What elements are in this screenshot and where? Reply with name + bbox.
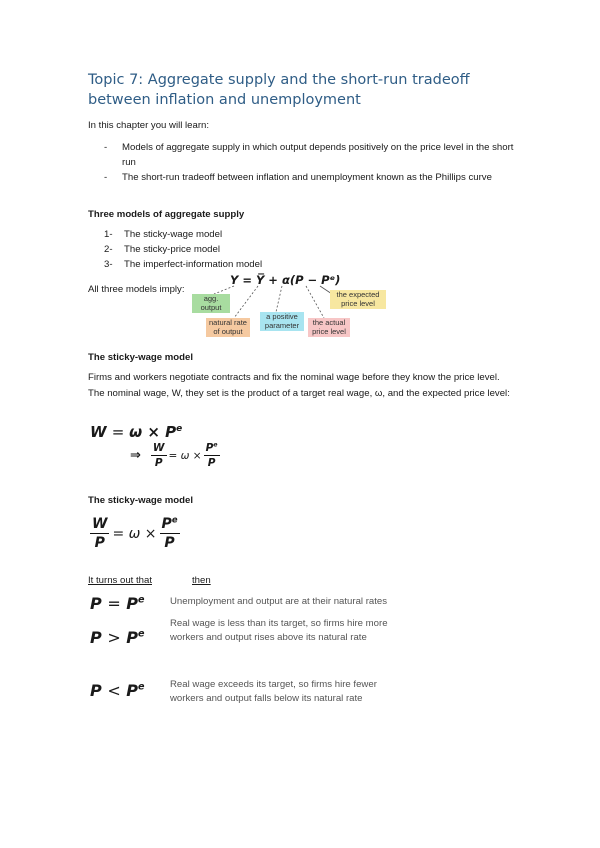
denominator: P xyxy=(154,457,163,469)
as-equation-diagram xyxy=(190,272,390,342)
implies-arrow: ⇒ xyxy=(130,448,141,463)
eq-superscript: e xyxy=(171,514,178,525)
case-text: Real wage exceeds its target, so firms hire fewer workers and output falls below its natural rate xyxy=(170,679,377,704)
eq-lhs: W xyxy=(90,423,107,441)
list-item xyxy=(104,242,262,257)
eq-operator: = ω × xyxy=(168,449,202,462)
eq-operator: = ω × xyxy=(112,525,157,542)
equation-nominal-wage: $W = \omega \times P^e$ xyxy=(90,423,183,441)
list-number: 1- xyxy=(104,229,113,240)
list-item xyxy=(104,170,514,185)
denominator: P xyxy=(164,535,175,551)
section-heading: The sticky-wage model xyxy=(88,352,194,363)
equation-real-wage xyxy=(130,442,220,469)
intro-text: In this chapter you will learn: xyxy=(88,120,210,131)
list-item-text: The short-run tradeoff between inflation and unemployment known as the Phillips curve xyxy=(122,172,492,183)
annotation-expected-price: the expected price level xyxy=(330,290,386,309)
case-equation: $P < P^e$ xyxy=(90,681,145,700)
dash-bullet: - xyxy=(104,172,108,183)
annotation-natural-rate: natural rate of output xyxy=(206,318,250,337)
fraction xyxy=(204,442,220,469)
list-number: 3- xyxy=(104,259,113,270)
list-item-text: The sticky-price model xyxy=(124,244,220,255)
annotation-positive-parameter: a positive parameter xyxy=(260,312,304,331)
eq-superscript: e xyxy=(213,441,218,449)
imply-text: All three models imply: xyxy=(88,284,185,295)
fraction xyxy=(160,516,180,551)
fraction xyxy=(151,442,167,469)
numerator: W xyxy=(152,442,165,454)
eq-superscript: e xyxy=(176,424,183,434)
list-item xyxy=(104,257,262,272)
models-heading: Three models of aggregate supply xyxy=(88,209,245,220)
section-heading: The sticky-wage model xyxy=(88,495,194,506)
column-header-result: then xyxy=(192,575,211,586)
eq-rhs: ω × P xyxy=(129,423,177,441)
case-text: Real wage is less than its target, so firms hire more workers and output rises above its natural rate xyxy=(170,618,388,643)
column-header-condition: It turns out that xyxy=(88,575,152,586)
list-item-text: The imperfect-information model xyxy=(124,259,263,270)
learn-list xyxy=(104,140,514,185)
equation-real-wage-large xyxy=(90,516,180,551)
models-list xyxy=(104,227,262,272)
case-text: Unemployment and output are at their natural rates xyxy=(170,596,388,607)
annotation-agg-output: agg. output xyxy=(192,294,230,313)
denominator: P xyxy=(94,535,105,551)
list-item xyxy=(104,227,262,242)
list-number: 2- xyxy=(104,244,113,255)
list-item-text: Models of aggregate supply in which output depends positively on the price level in the short run xyxy=(122,142,514,168)
numerator: W xyxy=(92,516,108,532)
case-equation: $P > P^e$ xyxy=(90,628,145,647)
dash-bullet: - xyxy=(104,142,108,153)
case-equation: $P = P^e$ xyxy=(90,594,145,613)
page-title: Topic 7: Aggregate supply and the short-run tradeoff between inflation and unemployment xyxy=(88,72,470,108)
list-item xyxy=(104,140,514,170)
as-equation: Y = Y̅ + α(P − Pᵉ) xyxy=(230,273,341,287)
denominator: P xyxy=(207,457,216,469)
annotation-actual-price: the actual price level xyxy=(308,318,350,337)
fraction xyxy=(90,516,109,551)
numerator: P xyxy=(161,516,172,532)
numerator: P xyxy=(205,442,214,454)
list-item-text: The sticky-wage model xyxy=(124,229,223,240)
paragraph: Firms and workers negotiate contracts and fix the nominal wage before they know the price level. The nominal wage, W, they set is the product of a target real wage, ω, and the expected price level: xyxy=(88,372,510,399)
